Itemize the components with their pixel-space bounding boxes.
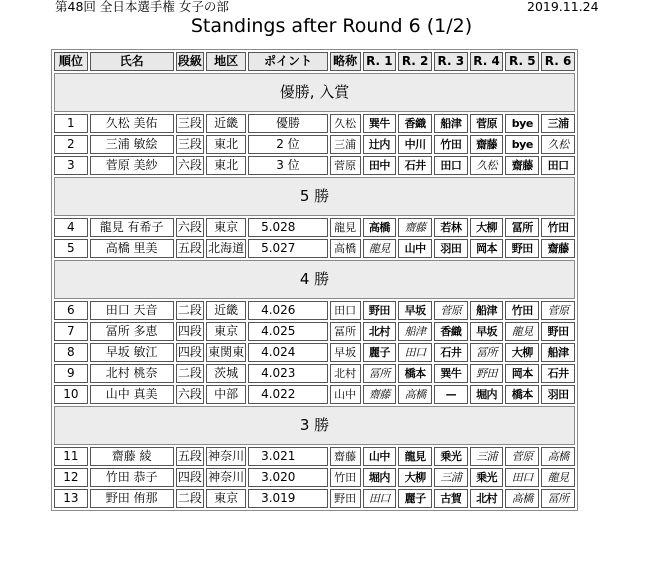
grade-cell: 四段 <box>176 468 205 487</box>
section-header-row <box>54 177 575 216</box>
grade-cell: 三段 <box>176 114 205 133</box>
header-row <box>54 52 575 71</box>
name-cell: 北村 桃奈 <box>90 364 174 383</box>
name-cell: 冨所 多恵 <box>90 322 174 341</box>
grade-cell: 六段 <box>176 156 205 175</box>
section-header-row <box>54 260 575 299</box>
round-1-opponent: 山中 <box>363 447 397 466</box>
region-cell: 神奈川 <box>206 468 246 487</box>
col-header-region: 地区 <box>206 52 246 71</box>
grade-cell: 二段 <box>176 489 205 508</box>
round-2-opponent: 高橋 <box>398 385 432 404</box>
round-4-opponent: 堀内 <box>470 385 504 404</box>
round-4-opponent: 野田 <box>470 364 504 383</box>
round-2-opponent: 橋本 <box>398 364 432 383</box>
round-6-opponent: 龍見 <box>541 468 575 487</box>
abbr-cell: 久松 <box>330 114 361 133</box>
col-header-name: 氏名 <box>90 52 174 71</box>
points-cell: 3.020 <box>248 468 328 487</box>
round-6-opponent: 菅原 <box>541 301 575 320</box>
round-1-opponent: 北村 <box>363 322 397 341</box>
region-cell: 東関東 <box>206 343 246 362</box>
round-6-opponent: 石井 <box>541 364 575 383</box>
page-title: Standings after Round 6 (1/2) <box>190 15 473 37</box>
col-header-rank: 順位 <box>54 52 88 71</box>
round-3-opponent: 羽田 <box>434 239 468 258</box>
abbr-cell: 北村 <box>330 364 361 383</box>
grade-cell: 二段 <box>176 301 205 320</box>
round-6-opponent: 高橋 <box>541 447 575 466</box>
round-3-opponent: 竹田 <box>434 135 468 154</box>
name-cell: 竹田 恭子 <box>90 468 174 487</box>
table-row <box>54 156 575 175</box>
abbr-cell: 冨所 <box>330 322 361 341</box>
round-6-opponent: 冨所 <box>541 489 575 508</box>
round-2-opponent: 早坂 <box>398 301 432 320</box>
round-1-opponent: 堀内 <box>363 468 397 487</box>
grade-cell: 六段 <box>176 218 205 237</box>
round-4-opponent: 大柳 <box>470 218 504 237</box>
region-cell: 神奈川 <box>206 447 246 466</box>
points-cell: 5.028 <box>248 218 328 237</box>
round-4-opponent: 久松 <box>470 156 504 175</box>
round-6-opponent: 野田 <box>541 322 575 341</box>
col-header-r1: R. 1 <box>363 52 397 71</box>
round-2-opponent: 香織 <box>398 114 432 133</box>
abbr-cell: 龍見 <box>330 218 361 237</box>
table-row <box>54 489 575 508</box>
points-cell: 5.027 <box>248 239 328 258</box>
table-row <box>54 218 575 237</box>
abbr-cell: 齋藤 <box>330 447 361 466</box>
section-title: 3 勝 <box>54 406 575 445</box>
round-3-opponent: 乗光 <box>434 447 468 466</box>
name-cell: 田口 天音 <box>90 301 174 320</box>
round-5-opponent: 竹田 <box>505 301 539 320</box>
abbr-cell: 高橋 <box>330 239 361 258</box>
grade-cell: 五段 <box>176 239 205 258</box>
round-4-opponent: 三浦 <box>470 447 504 466</box>
round-6-opponent: 齋藤 <box>541 239 575 258</box>
grade-cell: 六段 <box>176 385 205 404</box>
round-6-opponent: 三浦 <box>541 114 575 133</box>
table-row <box>54 239 575 258</box>
round-4-opponent: 早坂 <box>470 322 504 341</box>
col-header-grade: 段級 <box>176 52 205 71</box>
abbr-cell: 三浦 <box>330 135 361 154</box>
round-4-opponent: 冨所 <box>470 343 504 362</box>
round-1-opponent: 田中 <box>363 156 397 175</box>
round-3-opponent: 香織 <box>434 322 468 341</box>
rank-cell: 3 <box>54 156 88 175</box>
round-5-opponent: bye <box>505 114 539 133</box>
grade-cell: 三段 <box>176 135 205 154</box>
round-3-opponent: 若林 <box>434 218 468 237</box>
abbr-cell: 野田 <box>330 489 361 508</box>
name-cell: 高橋 里美 <box>90 239 174 258</box>
round-5-opponent: 田口 <box>505 468 539 487</box>
round-1-opponent: 龍見 <box>363 239 397 258</box>
round-4-opponent: 船津 <box>470 301 504 320</box>
round-5-opponent: bye <box>505 135 539 154</box>
abbr-cell: 菅原 <box>330 156 361 175</box>
col-header-r4: R. 4 <box>470 52 504 71</box>
points-cell: 3.021 <box>248 447 328 466</box>
event-name: 第48回 全日本選手権 女子の部 <box>55 0 229 14</box>
round-2-opponent: 船津 <box>398 322 432 341</box>
rank-cell: 1 <box>54 114 88 133</box>
round-6-opponent: 船津 <box>541 343 575 362</box>
points-cell: 優勝 <box>248 114 328 133</box>
round-3-opponent: 船津 <box>434 114 468 133</box>
points-cell: 2 位 <box>248 135 328 154</box>
col-header-points: ポイント <box>248 52 328 71</box>
grade-cell: 四段 <box>176 322 205 341</box>
region-cell: 北海道 <box>206 239 246 258</box>
section-header-row <box>54 73 575 112</box>
col-header-r5: R. 5 <box>505 52 539 71</box>
round-3-opponent: 巽牛 <box>434 364 468 383</box>
points-cell: 4.026 <box>248 301 328 320</box>
rank-cell: 4 <box>54 218 88 237</box>
col-header-r2: R. 2 <box>398 52 432 71</box>
table-row <box>54 468 575 487</box>
name-cell: 早坂 敏江 <box>90 343 174 362</box>
rank-cell: 10 <box>54 385 88 404</box>
round-1-opponent: 高橋 <box>363 218 397 237</box>
name-cell: 野田 侑那 <box>90 489 174 508</box>
round-6-opponent: 竹田 <box>541 218 575 237</box>
round-5-opponent: 野田 <box>505 239 539 258</box>
rank-cell: 13 <box>54 489 88 508</box>
round-2-opponent: 中川 <box>398 135 432 154</box>
grade-cell: 五段 <box>176 447 205 466</box>
abbr-cell: 竹田 <box>330 468 361 487</box>
round-3-opponent: 三浦 <box>434 468 468 487</box>
round-1-opponent: 野田 <box>363 301 397 320</box>
rank-cell: 5 <box>54 239 88 258</box>
section-title: 優勝, 入賞 <box>54 73 575 112</box>
region-cell: 近畿 <box>206 114 246 133</box>
points-cell: 4.024 <box>248 343 328 362</box>
name-cell: 山中 真美 <box>90 385 174 404</box>
event-date: 2019.11.24 <box>527 0 599 14</box>
points-cell: 4.023 <box>248 364 328 383</box>
table-row <box>54 447 575 466</box>
rank-cell: 2 <box>54 135 88 154</box>
name-cell: 齋藤 綾 <box>90 447 174 466</box>
col-header-r6: R. 6 <box>541 52 575 71</box>
standings-table <box>51 49 578 511</box>
round-2-opponent: 麗子 <box>398 489 432 508</box>
region-cell: 東京 <box>206 218 246 237</box>
region-cell: 茨城 <box>206 364 246 383</box>
section-title: 4 勝 <box>54 260 575 299</box>
round-1-opponent: 冨所 <box>363 364 397 383</box>
round-2-opponent: 大柳 <box>398 468 432 487</box>
round-6-opponent: 田口 <box>541 156 575 175</box>
rank-cell: 6 <box>54 301 88 320</box>
round-5-opponent: 大柳 <box>505 343 539 362</box>
round-6-opponent: 久松 <box>541 135 575 154</box>
round-5-opponent: 岡本 <box>505 364 539 383</box>
rank-cell: 8 <box>54 343 88 362</box>
rank-cell: 7 <box>54 322 88 341</box>
round-1-opponent: 麗子 <box>363 343 397 362</box>
round-4-opponent: 北村 <box>470 489 504 508</box>
round-2-opponent: 龍見 <box>398 447 432 466</box>
col-header-r3: R. 3 <box>434 52 468 71</box>
abbr-cell: 早坂 <box>330 343 361 362</box>
table-row <box>54 343 575 362</box>
round-6-opponent: 羽田 <box>541 385 575 404</box>
round-2-opponent: 齋藤 <box>398 218 432 237</box>
round-5-opponent: 菅原 <box>505 447 539 466</box>
round-5-opponent: 冨所 <box>505 218 539 237</box>
round-4-opponent: 岡本 <box>470 239 504 258</box>
name-cell: 菅原 美紗 <box>90 156 174 175</box>
name-cell: 三浦 敏絵 <box>90 135 174 154</box>
section-title: 5 勝 <box>54 177 575 216</box>
round-1-opponent: 田口 <box>363 489 397 508</box>
grade-cell: 四段 <box>176 343 205 362</box>
region-cell: 近畿 <box>206 301 246 320</box>
grade-cell: 二段 <box>176 364 205 383</box>
round-1-opponent: 巽牛 <box>363 114 397 133</box>
round-2-opponent: 石井 <box>398 156 432 175</box>
round-4-opponent: 齋藤 <box>470 135 504 154</box>
table-row <box>54 364 575 383</box>
table-row <box>54 135 575 154</box>
col-header-abbr: 略称 <box>330 52 361 71</box>
table-row <box>54 301 575 320</box>
name-cell: 龍見 有希子 <box>90 218 174 237</box>
round-3-opponent: 田口 <box>434 156 468 175</box>
region-cell: 東京 <box>206 489 246 508</box>
region-cell: 東北 <box>206 135 246 154</box>
section-header-row <box>54 406 575 445</box>
round-2-opponent: 山中 <box>398 239 432 258</box>
abbr-cell: 田口 <box>330 301 361 320</box>
region-cell: 東北 <box>206 156 246 175</box>
round-3-opponent: — <box>434 385 468 404</box>
round-4-opponent: 菅原 <box>470 114 504 133</box>
round-3-opponent: 菅原 <box>434 301 468 320</box>
rank-cell: 12 <box>54 468 88 487</box>
table-row <box>54 385 575 404</box>
round-2-opponent: 田口 <box>398 343 432 362</box>
round-5-opponent: 橋本 <box>505 385 539 404</box>
points-cell: 3.019 <box>248 489 328 508</box>
round-5-opponent: 齋藤 <box>505 156 539 175</box>
table-row <box>54 322 575 341</box>
round-3-opponent: 古賀 <box>434 489 468 508</box>
round-1-opponent: 齋藤 <box>363 385 397 404</box>
region-cell: 中部 <box>206 385 246 404</box>
points-cell: 4.022 <box>248 385 328 404</box>
table-row <box>54 114 575 133</box>
name-cell: 久松 美佑 <box>90 114 174 133</box>
round-5-opponent: 高橋 <box>505 489 539 508</box>
points-cell: 4.025 <box>248 322 328 341</box>
region-cell: 東京 <box>206 322 246 341</box>
round-1-opponent: 辻内 <box>363 135 397 154</box>
round-4-opponent: 乗光 <box>470 468 504 487</box>
rank-cell: 9 <box>54 364 88 383</box>
rank-cell: 11 <box>54 447 88 466</box>
round-5-opponent: 龍見 <box>505 322 539 341</box>
round-3-opponent: 石井 <box>434 343 468 362</box>
abbr-cell: 山中 <box>330 385 361 404</box>
points-cell: 3 位 <box>248 156 328 175</box>
standings-body <box>54 73 575 508</box>
